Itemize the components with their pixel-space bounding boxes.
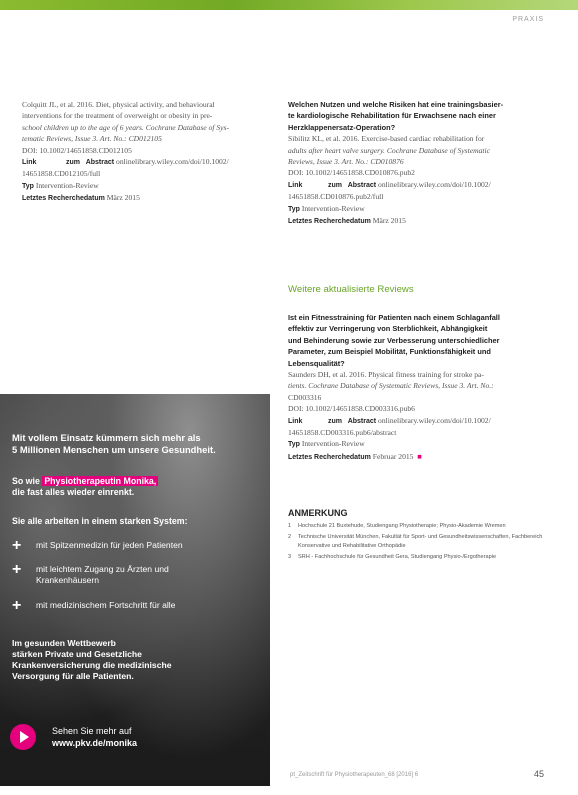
abstract-link[interactable]: onlinelibrary.wiley.com/doi/10.1002/ [378,415,491,425]
search-date-line: Letztes Recherchedatum März 2015 [288,216,406,226]
link-line: Link zum Abstract onlinelibrary.wiley.com/doi/10.1002/ [288,415,491,425]
ad-claim: Im gesunden Wettbewerb stärken Private und Gesetzliche Krankenversicherung die medizinische Versorgung für alle Patienten. [12,638,172,681]
link-line: Link zum Abstract onlinelibrary.wiley.com/doi/10.1002/ [22,157,229,167]
play-icon[interactable] [10,724,36,750]
end-mark-icon: ■ [417,451,422,461]
question-line: Herzklappenersatz-Operation? [288,122,396,132]
reference-line: tients. Cochrane Database of Systematic Reviews, Issue 3. Art. No.: [288,381,494,391]
cta-url[interactable]: www.pkv.de/monika [52,738,138,748]
reference-line: Reviews, Issue 3. Art. No.: CD010876 [288,157,404,167]
ad-benefit-item: + mit leichtem Zugang zu Ärzten und Krankenhäusern [12,561,169,585]
question-line: Lebensqualität? [288,358,345,368]
left-review-entry [22,99,282,205]
ad-highlight: Physiotherapeutin Monika, [44,476,157,486]
link-line: Link zum Abstract onlinelibrary.wiley.com/doi/10.1002/ [288,179,491,189]
link-url-cont[interactable]: 14651858.CD012105/full [22,169,101,179]
question-line: te kardiologische Rehabilitation für Erwachsene nach einer [288,111,496,121]
question-line: Welchen Nutzen und welche Risiken hat eine trainingsbasier- [288,100,504,109]
doi-line: DOI: 10.1002/14651858.CD012105 [22,145,132,155]
note-item: 3 SRH - Fachhochschule für Gesundheit Gera, Studiengang Physio-/Ergotherapie [288,554,497,561]
search-date-line: Letztes Recherchedatum Februar 2015 ■ [288,451,422,461]
section-label: PRAXIS [512,16,544,23]
ad-subline: So wie Physiotherapeutin Monika, die fast alles wieder einrenkt. [12,476,157,497]
abstract-link[interactable]: onlinelibrary.wiley.com/doi/10.1002/ [378,179,491,189]
type-line: Typ Intervention-Review [288,439,365,449]
reference-line: tematic Reviews, Issue 3. Art. No.: CD012105 [22,134,162,144]
abstract-link[interactable]: onlinelibrary.wiley.com/doi/10.1002/ [116,157,229,167]
notes-list [288,522,550,565]
right-review-entry-1 [288,99,548,227]
page-number: 45 [533,769,544,779]
top-color-bar [0,0,578,10]
reference-line: adults after heart valve surgery. Cochrane Database of Systematic [288,145,490,155]
plus-icon: + [12,597,22,614]
note-item: 2 Technische Universität München, Fakultät für Sport- und Gesundheitswissenschaften, Fachbereich Konservative und Rehabilitative Orthopädie [288,534,543,549]
ad-benefit-item: + mit medizinischem Fortschritt für alle [12,597,176,614]
reference-line: Sibilitz KL, et al. 2016. Exercise-based cardiac rehabilitation for [288,134,485,144]
type-line: Typ Intervention-Review [288,203,365,213]
ad-system-line: Sie alle arbeiten in einem starken System: [12,516,188,526]
question-line: effektiv zur Verringerung von Sterblichkeit, Abhängigkeit [288,324,488,334]
plus-icon: + [12,537,22,554]
plus-icon: + [12,561,22,578]
cta-line: Sehen Sie mehr auf [52,726,132,736]
reference-line: interventions for the treatment of overweight or obesity in pre- [22,111,213,121]
doi-line: DOI: 10.1002/14651858.CD010876.pub2 [288,168,415,178]
doi-line: DOI: 10.1002/14651858.CD003316.pub6 [288,404,415,414]
type-line: Typ Intervention-Review [22,180,99,190]
reference-line: school children up to the age of 6 years. Cochrane Database of Sys- [22,122,230,132]
link-url-cont[interactable]: 14651858.CD010876.pub2/full [288,192,384,202]
notes-heading: ANMERKUNG [288,508,348,518]
ad-cta-link[interactable] [10,724,137,750]
ad-benefit-item: + mit Spitzenmedizin für jeden Patienten [12,537,183,554]
search-date-line: Letztes Recherchedatum März 2015 [22,193,140,203]
question-line: und Behinderung sowie zur Verbesserung unterschiedlicher [288,335,500,345]
link-url-cont[interactable]: 14651858.CD003316.pub6/abstract [288,428,397,438]
right-review-entry-2 [288,312,550,463]
pkv-advertisement [0,394,270,786]
note-item: 1 Hochschule 21 Buxtehude, Studiengang Physiotherapie; Physio-Akademie Wremen [288,523,506,529]
further-reviews-heading: Weitere aktualisierte Reviews [288,284,414,295]
reference-line: CD003316 [288,392,322,402]
journal-footer: pt_Zeitschrift für Physiotherapeuten_68 [2016] 6 [290,772,419,778]
question-line: Parameter, zum Beispiel Mobilität, Funktionsfähigkeit und [288,347,491,357]
ad-headline: Mit vollem Einsatz kümmern sich mehr als 5 Millionen Menschen um unsere Gesundheit. [12,432,216,455]
reference-line: Colquitt JL, et al. 2016. Diet, physical activity, and behavioural [22,100,215,109]
question-line: Ist ein Fitnesstraining für Patienten nach einem Schlaganfall [288,313,500,322]
reference-line: Saunders DH, et al. 2016. Physical fitness training for stroke pa- [288,370,484,380]
